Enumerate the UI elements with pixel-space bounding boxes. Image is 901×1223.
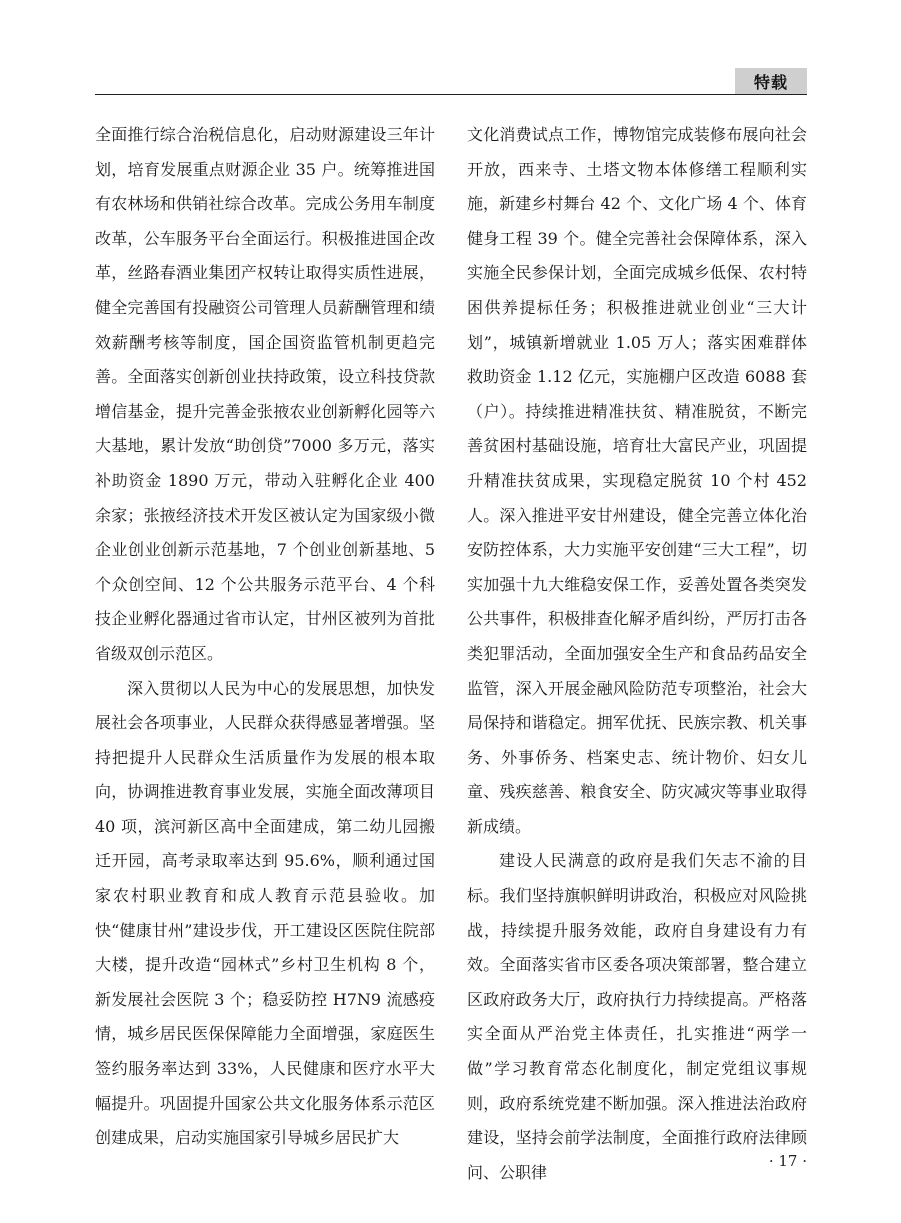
paragraph-culture-security: 文化消费试点工作，博物馆完成装修布展向社会开放，西来寺、土塔文物本体修缮工程顺利实施，新建乡村舞台 42 个、文化广场 4 个、体育健身工程 39 个。健全完善社会保障体系，深入实施全民参保计划，全面完成城乡低保、农村特困供养提标任务；积极推进就业创业“三大计划”，城镇新增就业 1.05 万人；落实困难群体救助资金 1.12 亿元，实施棚户区改造 6088 套（户）。持续推进精准扶贫、精准脱贫，不断完善贫困村基础设施，培育壮大富民产业，巩固提升精准扶贫成果，实现稳定脱贫 10 个村 452 人。深入推进平安甘州建设，健全完善立体化治安防控体系，大力实施平安创建“三大工程”，切实加强十九大维稳安保工作，妥善处置各类突发公共事件，积极排查化解矛盾纠纷，严厉打击各类犯罪活动，全面加强安全生产和食品药品安全监管，深入开展金融风险防范专项整治，社会大局保持和谐稳定。拥军优抚、民族宗教、机关事务、外事侨务、档案史志、统计物价、妇女儿童、残疾慈善、粮食安全、防灾减灾等事业取得新成绩。	[467, 125, 807, 836]
section-label: 特载	[735, 68, 807, 95]
header-rule	[95, 94, 807, 95]
left-column	[95, 118, 435, 1156]
paragraph-social-affairs: 深入贯彻以人民为中心的发展思想，加快发展社会各项事业，人民群众获得感显著增强。坚持把提升人民群众生活质量作为发展的根本取向，协调推进教育事业发展，实施全面改薄项目 40 项，滨河新区高中全面建成，第二幼儿园搬迁开园，高考录取率达到 95.6%，顺利通过国家农村职业教育和成人教育示范县验收。加快“健康甘州”建设步伐，开工建设区医院住院部大楼，提升改造“园林式”乡村卫生机构 8 个，新发展社会医院 3 个；稳妥防控 H7N9 流感疫情，城乡居民医保保障能力全面增强，家庭医生签约服务率达到 33%，人民健康和医疗水平大幅提升。巩固提升国家公共文化服务体系示范区创建成果，启动实施国家引导城乡居民扩大	[95, 678, 435, 1148]
right-column	[467, 118, 807, 1190]
paragraph-continuation: 全面推行综合治税信息化，启动财源建设三年计划，培育发展重点财源企业 35 户。统筹推进国有农林场和供销社综合改革。完成公务用车制度改革，公车服务平台全面运行。积极推进国企改革，丝路春酒业集团产权转让取得实质性进展，健全完善国有投融资公司管理人员薪酬管理和绩效薪酬考核等制度，国企国资监管机制更趋完善。全面落实创新创业扶持政策，设立科技贷款增信基金，提升完善金张掖农业创新孵化园等六大基地，累计发放“助创贷”7000 多万元，落实补助资金 1890 万元，带动入驻孵化企业 400 余家；张掖经济技术开发区被认定为国家级小微企业创业创新示范基地，7 个创业创新基地、5 个众创空间、12 个公共服务示范平台、4 个科技企业孵化器通过省市认定，甘州区被列为首批省级双创示范区。	[95, 125, 435, 663]
page-number: · 17 ·	[768, 1152, 807, 1170]
paragraph-government-building: 建设人民满意的政府是我们矢志不渝的目标。我们坚持旗帜鲜明讲政治，积极应对风险挑战，持续提升服务效能，政府自身建设有力有效。全面落实省市区委各项决策部署，整合建立区政府政务大厅，政府执行力持续提高。严格落实全面从严治党主体责任，扎实推进“两学一做”学习教育常态化制度化，制定党组议事规则，政府系统党建不断加强。深入推进法治政府建设，坚持会前学法制度，全面推行政府法律顾问、公职律	[467, 851, 807, 1182]
